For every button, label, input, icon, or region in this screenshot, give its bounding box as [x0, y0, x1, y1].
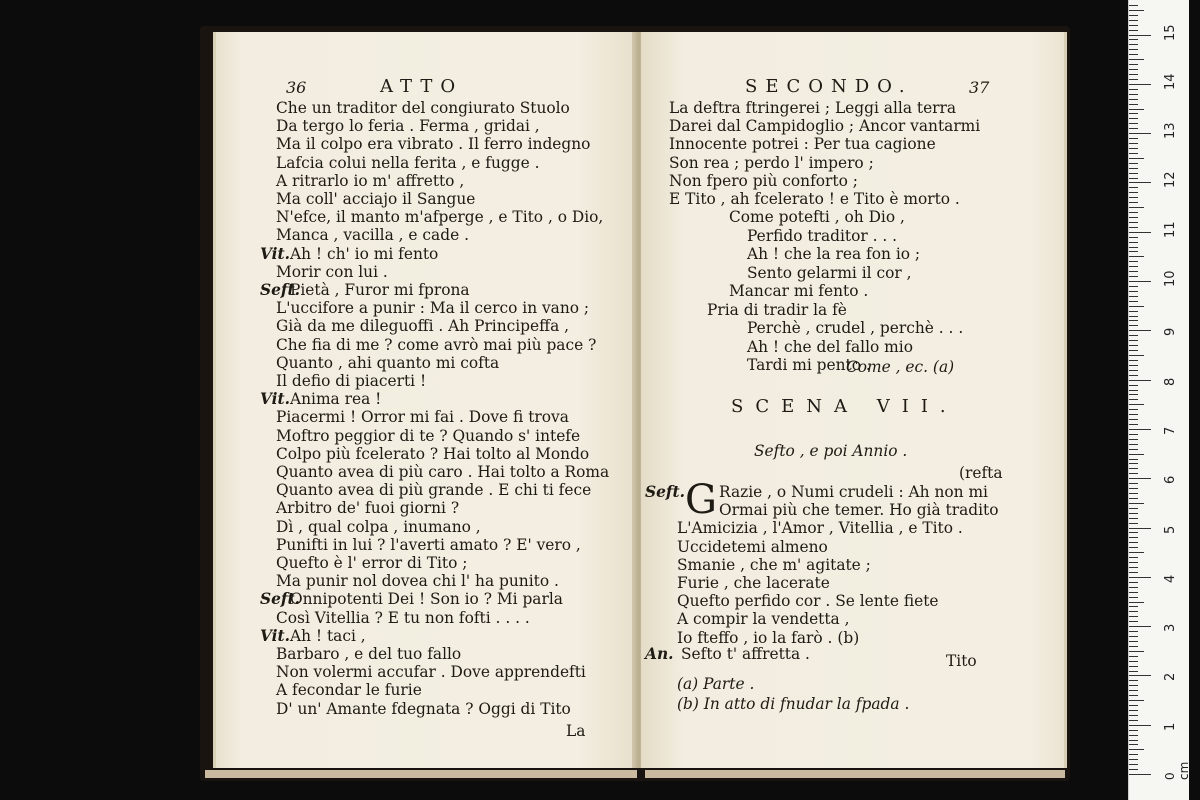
ruler-tick — [1129, 399, 1138, 400]
text-line: Ma il colpo era vibrato . Il ferro indegno — [276, 135, 591, 154]
text-line: A fecondar le furie — [276, 681, 422, 700]
ruler-tick — [1129, 207, 1144, 208]
speaker-label: Seft. — [260, 590, 300, 609]
ruler-tick — [1129, 631, 1138, 632]
ruler-tick — [1129, 661, 1138, 662]
ruler-tick — [1129, 365, 1138, 366]
aria-line: Pria di tradir la fè — [707, 300, 847, 319]
ruler-tick — [1129, 404, 1144, 405]
annio-line: Sefto t' affretta . — [681, 645, 810, 663]
ruler-tick — [1129, 449, 1138, 450]
right-running-head: SECONDO. — [745, 76, 913, 97]
ruler-tick — [1129, 690, 1138, 691]
ruler-tick — [1129, 212, 1138, 213]
ruler-tick — [1129, 113, 1138, 114]
ruler-tick — [1129, 394, 1138, 395]
ruler-tick — [1129, 276, 1138, 277]
annio-speaker: An. — [645, 645, 674, 663]
scene-line: Uccidetemi almeno — [677, 537, 828, 556]
ruler-unit-label: 0 cm — [1163, 761, 1191, 780]
ruler-tick — [1129, 340, 1138, 341]
stage-direction: (refta — [959, 464, 1003, 482]
ruler-tick — [1129, 537, 1138, 538]
ruler-tick — [1129, 503, 1144, 504]
ruler-tick — [1129, 429, 1151, 430]
text-line: Dì , qual colpa , inumano , — [276, 517, 481, 536]
ruler-tick — [1129, 109, 1144, 110]
ruler-tick — [1129, 488, 1138, 489]
text-line: Ah ! ch' io mi fento — [290, 244, 439, 263]
text-line: Ma punir nol dovea chi l' ha punito . — [276, 572, 559, 591]
left-page — [213, 32, 640, 768]
ruler-number: 15 — [1163, 23, 1178, 41]
text-line: Piacermi ! Orror mi fai . Dove fi trova — [276, 408, 569, 427]
ruler-tick — [1129, 59, 1144, 60]
ruler-tick — [1129, 104, 1138, 105]
ruler-tick — [1129, 409, 1138, 410]
text-line: Così Vitellia ? E tu non fofti . . . . — [276, 608, 530, 627]
aria-line: Ah ! che del fallo mio — [747, 337, 913, 356]
ruler-tick — [1129, 532, 1138, 533]
ruler-tick — [1129, 749, 1144, 750]
text-line: Non volermi accufar . Dove apprendefti — [276, 663, 586, 682]
ruler-tick — [1129, 49, 1138, 50]
ruler-tick — [1129, 508, 1138, 509]
ruler-tick — [1129, 286, 1138, 287]
aria-line: Sento gelarmi il cor , — [747, 263, 912, 282]
text-line: Che fia di me ? come avrò mai più pace ? — [276, 335, 597, 354]
ruler-tick — [1129, 375, 1138, 376]
text-line: Quanto avea di più grande . E chi ti fece — [276, 481, 592, 500]
ruler-tick — [1129, 666, 1138, 667]
ruler-tick — [1129, 325, 1138, 326]
ruler-tick — [1129, 523, 1138, 524]
aria-line: Perfido traditor . . . — [747, 226, 898, 245]
text-line: Onnipotenti Dei ! Son io ? Mi parla — [290, 590, 563, 609]
ruler-number: 4 — [1163, 574, 1178, 583]
ruler-tick — [1129, 320, 1138, 321]
ruler-tick — [1129, 483, 1138, 484]
text-line: Che un traditor del congiurato Stuolo — [276, 99, 570, 117]
ruler-tick — [1129, 646, 1138, 647]
ruler-tick — [1129, 202, 1138, 203]
text-line: Colpo più fcelerato ? Hai tolto al Mondo — [276, 444, 590, 463]
footnote: (b) In atto di fnudar la fpada . — [677, 695, 910, 713]
ruler-tick — [1129, 547, 1138, 548]
ruler-tick — [1129, 64, 1138, 65]
ruler-tick — [1129, 695, 1138, 696]
ruler-tick — [1129, 345, 1138, 346]
page-edge-right — [645, 770, 1065, 778]
text-line: N'efce, il manto m'afperge , e Tito , o Dio, — [276, 208, 604, 227]
text-line: Già da me dileguoffi . Ah Principeffa , — [276, 317, 570, 336]
right-page-number: 37 — [969, 78, 990, 97]
ruler-tick — [1129, 720, 1138, 721]
ruler-tick — [1129, 592, 1138, 593]
ruler-tick — [1129, 316, 1138, 317]
ruler-tick — [1129, 705, 1138, 706]
ruler-tick — [1129, 118, 1138, 119]
ruler-tick — [1129, 168, 1138, 169]
ruler-tick — [1129, 557, 1138, 558]
ruler-number: 9 — [1163, 328, 1178, 337]
ruler-tick — [1129, 493, 1138, 494]
ruler-tick — [1129, 715, 1138, 716]
drop-cap: G — [685, 477, 717, 523]
ruler-tick — [1129, 385, 1138, 386]
ruler-tick — [1129, 730, 1138, 731]
ruler-tick — [1129, 79, 1138, 80]
scene-heading: SCENA VII. — [731, 396, 958, 417]
ruler-tick — [1129, 685, 1138, 686]
ruler-tick — [1129, 680, 1138, 681]
speaker-label: Vit. — [260, 626, 290, 645]
ruler-tick — [1129, 616, 1138, 617]
ruler-tick — [1129, 671, 1138, 672]
ruler-tick — [1129, 744, 1138, 745]
scene-line: Io fteffo , io la farò . (b) — [677, 628, 860, 647]
text-line: Innocente potrei : Per tua cagione — [669, 135, 936, 154]
ruler-tick — [1129, 173, 1138, 174]
ruler-tick — [1129, 182, 1151, 183]
ruler-tick — [1129, 128, 1138, 129]
aria-line: Mancar mi fento . — [729, 282, 869, 300]
ruler-tick — [1129, 473, 1138, 474]
text-line: Anima rea ! — [290, 390, 382, 409]
ruler-tick — [1129, 89, 1138, 90]
ruler-tick — [1129, 463, 1138, 464]
scene-line: Furie , che lacerate — [677, 574, 830, 592]
ruler-tick — [1129, 153, 1138, 154]
ruler-number: 2 — [1163, 673, 1178, 682]
speaker-label: Vit. — [260, 390, 290, 409]
text-line: Il defio di piacerti ! — [276, 372, 427, 390]
speaker-label: Seft. — [260, 281, 300, 299]
text-line: Ma coll' acciajo il Sangue — [276, 190, 476, 208]
ruler-tick — [1129, 306, 1144, 307]
ruler-tick — [1129, 606, 1138, 607]
ruler-tick — [1129, 454, 1144, 455]
ruler-number: 12 — [1163, 171, 1178, 189]
ruler-number: 10 — [1163, 270, 1178, 287]
ruler-tick — [1129, 123, 1138, 124]
ruler-tick — [1129, 774, 1151, 775]
ruler-tick — [1129, 735, 1138, 736]
ruler-number: 8 — [1163, 377, 1178, 386]
ruler-tick — [1129, 380, 1151, 381]
ruler-tick — [1129, 611, 1138, 612]
scene-line: A compir la vendetta , — [677, 610, 850, 629]
ruler-tick — [1129, 626, 1151, 627]
text-line: Da tergo lo feria . Ferma , gridai , — [276, 117, 540, 136]
ruler-tick — [1129, 434, 1138, 435]
aria-line: Come potefti , oh Dio , — [729, 208, 905, 226]
ruler-tick — [1129, 69, 1138, 70]
ruler-tick — [1129, 518, 1138, 519]
text-line: L'uccifore a punir : Ma il cerco in vano ; — [276, 299, 590, 318]
ruler-tick — [1129, 271, 1138, 272]
ruler-tick — [1129, 355, 1144, 356]
scene-line: Razie , o Numi crudeli : Ah non mi — [719, 483, 988, 501]
ruler-tick — [1129, 178, 1138, 179]
ruler-tick — [1129, 237, 1138, 238]
ruler-tick — [1129, 602, 1144, 603]
ruler-tick — [1129, 296, 1138, 297]
left-page-number: 36 — [286, 78, 307, 97]
ruler-tick — [1129, 281, 1151, 282]
text-line: Pietà , Furor mi fprona — [290, 281, 470, 299]
ruler-tick — [1129, 390, 1138, 391]
scene-line: Smanie , che m' agitate ; — [677, 555, 871, 574]
ruler-tick — [1129, 641, 1138, 642]
ruler-tick — [1129, 562, 1138, 563]
ruler-tick — [1129, 350, 1138, 351]
ruler-tick — [1129, 651, 1144, 652]
ruler-tick — [1129, 754, 1138, 755]
ruler-tick — [1129, 35, 1151, 36]
ruler-tick — [1129, 10, 1144, 11]
speaker-label: Vit. — [260, 244, 290, 263]
ruler-tick — [1129, 468, 1138, 469]
ruler-tick — [1129, 498, 1138, 499]
measuring-ruler — [1128, 0, 1189, 800]
footnote: (a) Parte . — [677, 675, 755, 693]
ruler-tick — [1129, 759, 1138, 760]
ruler-tick — [1129, 84, 1151, 85]
ruler-tick — [1129, 197, 1138, 198]
ruler-tick — [1129, 39, 1138, 40]
right-page — [641, 32, 1067, 768]
ruler-tick — [1129, 291, 1138, 292]
ruler-tick — [1129, 54, 1138, 55]
ruler-number: 6 — [1163, 475, 1178, 485]
aria-end: Come , ec. (a) — [846, 358, 955, 376]
ruler-tick — [1129, 232, 1151, 233]
ruler-tick — [1129, 419, 1138, 420]
ruler-tick — [1129, 587, 1138, 588]
ruler-tick — [1129, 251, 1138, 252]
text-line: Moftro peggior di te ? Quando s' intefe — [276, 426, 581, 445]
ruler-tick — [1129, 439, 1138, 440]
ruler-tick — [1129, 261, 1138, 262]
ruler-tick — [1129, 138, 1138, 139]
ruler-tick — [1129, 621, 1138, 622]
ruler-tick — [1129, 572, 1138, 573]
ruler-tick — [1129, 567, 1138, 568]
ruler-tick — [1129, 143, 1138, 144]
ruler-tick — [1129, 15, 1138, 16]
ruler-tick — [1129, 700, 1144, 701]
text-line: E Tito , ah fcelerato ! e Tito è morto . — [669, 190, 960, 208]
ruler-tick — [1129, 25, 1138, 26]
ruler-tick — [1129, 242, 1138, 243]
ruler-tick — [1129, 192, 1138, 193]
ruler-tick — [1129, 769, 1138, 770]
ruler-tick — [1129, 459, 1138, 460]
ruler-tick — [1129, 5, 1138, 6]
ruler-tick — [1129, 552, 1144, 553]
ruler-tick — [1129, 740, 1138, 741]
ruler-number: 13 — [1163, 122, 1178, 140]
page-edge-left — [205, 770, 637, 778]
ruler-tick — [1129, 148, 1138, 149]
ruler-tick — [1129, 444, 1138, 445]
ruler-tick — [1129, 330, 1151, 331]
text-line: La deftra ftringerei ; Leggi alla terra — [669, 99, 957, 117]
ruler-tick — [1129, 414, 1138, 415]
text-line: A ritrarlo io m' affretto , — [276, 171, 465, 190]
ruler-tick — [1129, 764, 1138, 765]
ruler-tick — [1129, 222, 1138, 223]
scene-line: Quefto perfido cor . Se lente fiete — [677, 592, 939, 611]
ruler-tick — [1129, 301, 1138, 302]
ruler-number: 7 — [1163, 426, 1178, 435]
ruler-tick — [1129, 710, 1138, 711]
text-line: Quanto , ahi quanto mi cofta — [276, 353, 500, 372]
ruler-tick — [1129, 30, 1138, 31]
text-line: D' un' Amante fdegnata ? Oggi di Tito — [276, 699, 571, 718]
ruler-tick — [1129, 187, 1138, 188]
ruler-tick — [1129, 311, 1138, 312]
ruler-tick — [1129, 424, 1138, 425]
ruler-tick — [1129, 636, 1138, 637]
ruler-tick — [1129, 163, 1138, 164]
ruler-tick — [1129, 74, 1138, 75]
left-catchword: La — [566, 722, 586, 740]
ruler-tick — [1129, 675, 1151, 676]
ruler-tick — [1129, 133, 1151, 134]
text-line: Lafcia colui nella ferita , e fugge . — [276, 153, 540, 172]
text-line: Son rea ; perdo l' impero ; — [669, 153, 874, 172]
left-running-head: ATTO — [380, 76, 464, 97]
aria-line: Tardi mi pento . — [747, 356, 871, 374]
ruler-tick — [1129, 577, 1151, 578]
ruler-tick — [1129, 217, 1138, 218]
ruler-number: 3 — [1163, 623, 1178, 633]
ruler-tick — [1129, 247, 1138, 248]
ruler-tick — [1129, 370, 1138, 371]
aria-line: Perchè , crudel , perchè . . . — [747, 319, 964, 337]
ruler-number: 14 — [1163, 73, 1178, 90]
text-line: Morir con lui . — [276, 262, 388, 281]
ruler-tick — [1129, 542, 1138, 543]
ruler-tick — [1129, 528, 1151, 529]
scene-persons: Sefto , e poi Annio . — [754, 442, 908, 460]
text-line: Quefto è l' error di Tito ; — [276, 554, 468, 572]
text-line: Barbaro , e del tuo fallo — [276, 645, 462, 663]
ruler-tick — [1129, 158, 1144, 159]
ruler-tick — [1129, 597, 1138, 598]
text-line: Non fpero più conforto ; — [669, 171, 858, 190]
scene-line: L'Amicizia , l'Amor , Vitellia , e Tito . — [677, 519, 963, 538]
ruler-tick — [1129, 725, 1151, 726]
ruler-tick — [1129, 360, 1138, 361]
ruler-tick — [1129, 656, 1138, 657]
text-line: Quanto avea di più caro . Hai tolto a Roma — [276, 463, 610, 481]
ruler-tick — [1129, 256, 1144, 257]
right-catchword: Tito — [946, 652, 977, 670]
ruler-tick — [1129, 582, 1138, 583]
text-line: Manca , vacilla , e cade . — [276, 226, 469, 245]
ruler-tick — [1129, 94, 1138, 95]
ruler-tick — [1129, 99, 1138, 100]
aria-line: Ah ! che la rea fon io ; — [747, 245, 921, 263]
ruler-number: 1 — [1163, 722, 1178, 731]
ruler-tick — [1129, 44, 1138, 45]
text-line: Darei dal Campidoglio ; Ancor vantarmi — [669, 117, 981, 136]
scene-line: Ormai più che temer. Ho già tradito — [719, 501, 999, 520]
scene-speaker: Seft. — [645, 483, 685, 501]
ruler-tick — [1129, 478, 1151, 479]
ruler-tick — [1129, 335, 1138, 336]
ruler-number: 11 — [1163, 221, 1178, 238]
text-line: Arbitro de' fuoi giorni ? — [276, 499, 460, 518]
text-line: Punifti in lui ? l'averti amato ? E' vero , — [276, 535, 581, 554]
ruler-number: 5 — [1163, 525, 1178, 534]
text-line: Ah ! taci , — [290, 626, 366, 645]
ruler-tick — [1129, 20, 1138, 21]
ruler-tick — [1129, 513, 1138, 514]
ruler-tick — [1129, 266, 1138, 267]
ruler-tick — [1129, 227, 1138, 228]
